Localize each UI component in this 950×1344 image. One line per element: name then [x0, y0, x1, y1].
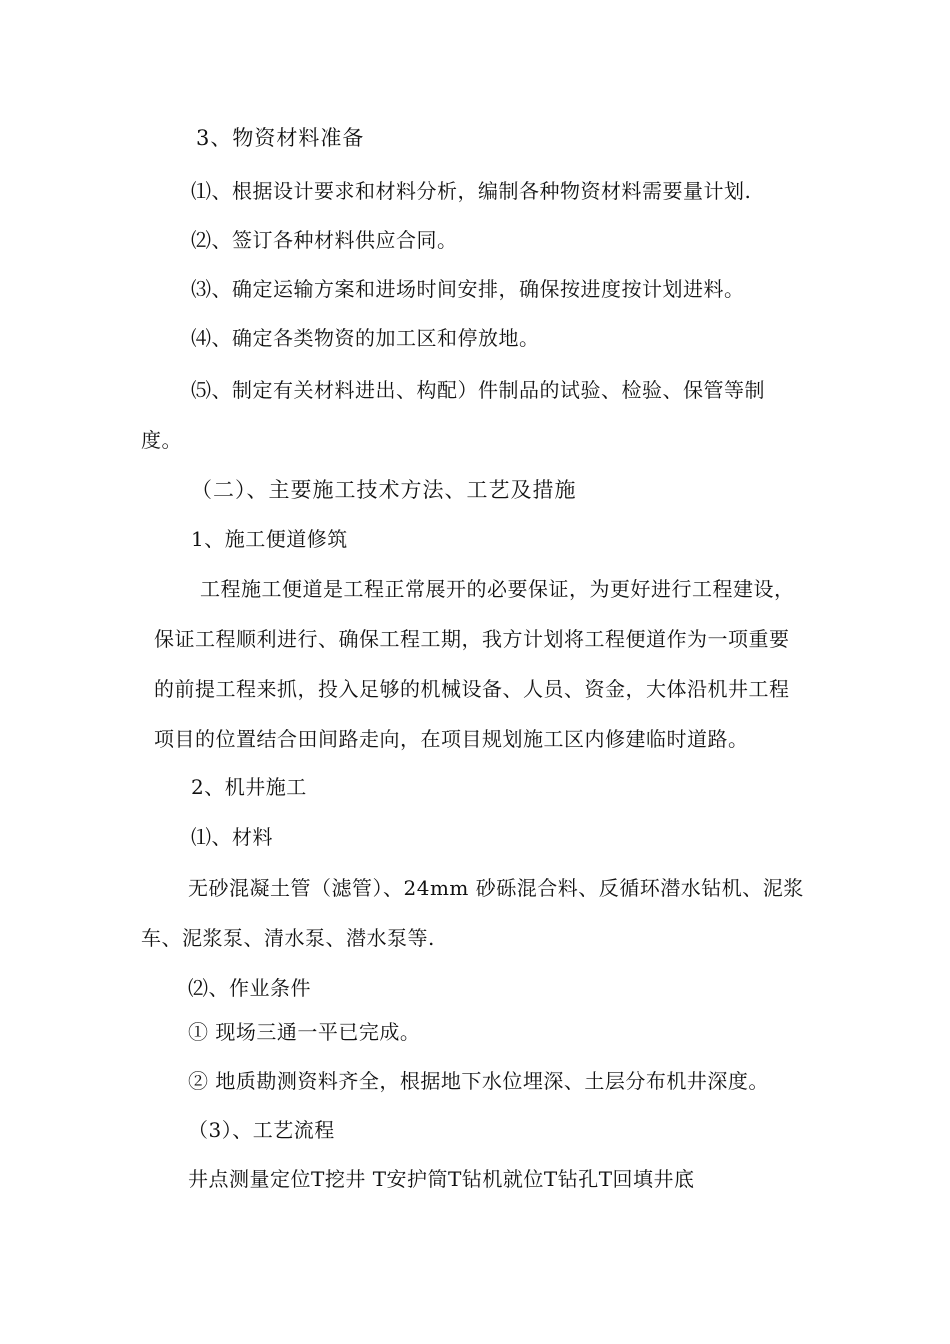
list-item: ⑸、制定有关材料进出、构配）件制品的试验、检验、保管等制 — [191, 378, 765, 402]
item-heading: ⑴、材料 — [191, 825, 273, 849]
paragraph-line: 无砂混凝土管（滤管）、24mm 砂砾混合料、反循环潜水钻机、泥浆 — [188, 876, 804, 900]
section-heading: 3、物资材料准备 — [196, 126, 365, 150]
list-item: ⑶、确定运输方案和进场时间安排，确保按进度按计划进料。 — [191, 277, 745, 301]
subsection-heading: 1、施工便道修筑 — [191, 527, 348, 551]
subsection-heading: 2、机井施工 — [191, 775, 307, 799]
paragraph-line: 车、泥浆泵、清水泵、潜水泵等. — [141, 926, 435, 950]
list-item: ⑵、签订各种材料供应合同。 — [191, 228, 458, 252]
item-heading: ⑵、作业条件 — [188, 976, 311, 1000]
paragraph-line: 工程施工便道是工程正常展开的必要保证，为更好进行工程建设， — [200, 577, 795, 601]
list-item-continuation: 度。 — [141, 428, 182, 452]
item-heading: （3）、工艺流程 — [188, 1118, 335, 1142]
list-item: ① 现场三通一平已完成。 — [188, 1020, 421, 1044]
paragraph-line: 保证工程顺利进行、确保工程工期，我方计划将工程便道作为一项重要 — [154, 627, 790, 651]
part-heading: （二）、主要施工技术方法、工艺及措施 — [191, 478, 577, 502]
paragraph-line: 的前提工程来抓，投入足够的机械设备、人员、资金，大体沿机井工程 — [154, 677, 790, 701]
list-item: ② 地质勘测资料齐全，根据地下水位埋深、土层分布机井深度。 — [188, 1069, 769, 1093]
paragraph-line: 项目的位置结合田间路走向，在项目规划施工区内修建临时道路。 — [154, 727, 749, 751]
process-flow: 井点测量定位T挖井 T安护筒T钻机就位T钻孔T回填井底 — [188, 1167, 695, 1191]
list-item: ⑷、确定各类物资的加工区和停放地。 — [191, 326, 540, 350]
list-item: ⑴、根据设计要求和材料分析，编制各种物资材料需要量计划. — [191, 179, 752, 203]
